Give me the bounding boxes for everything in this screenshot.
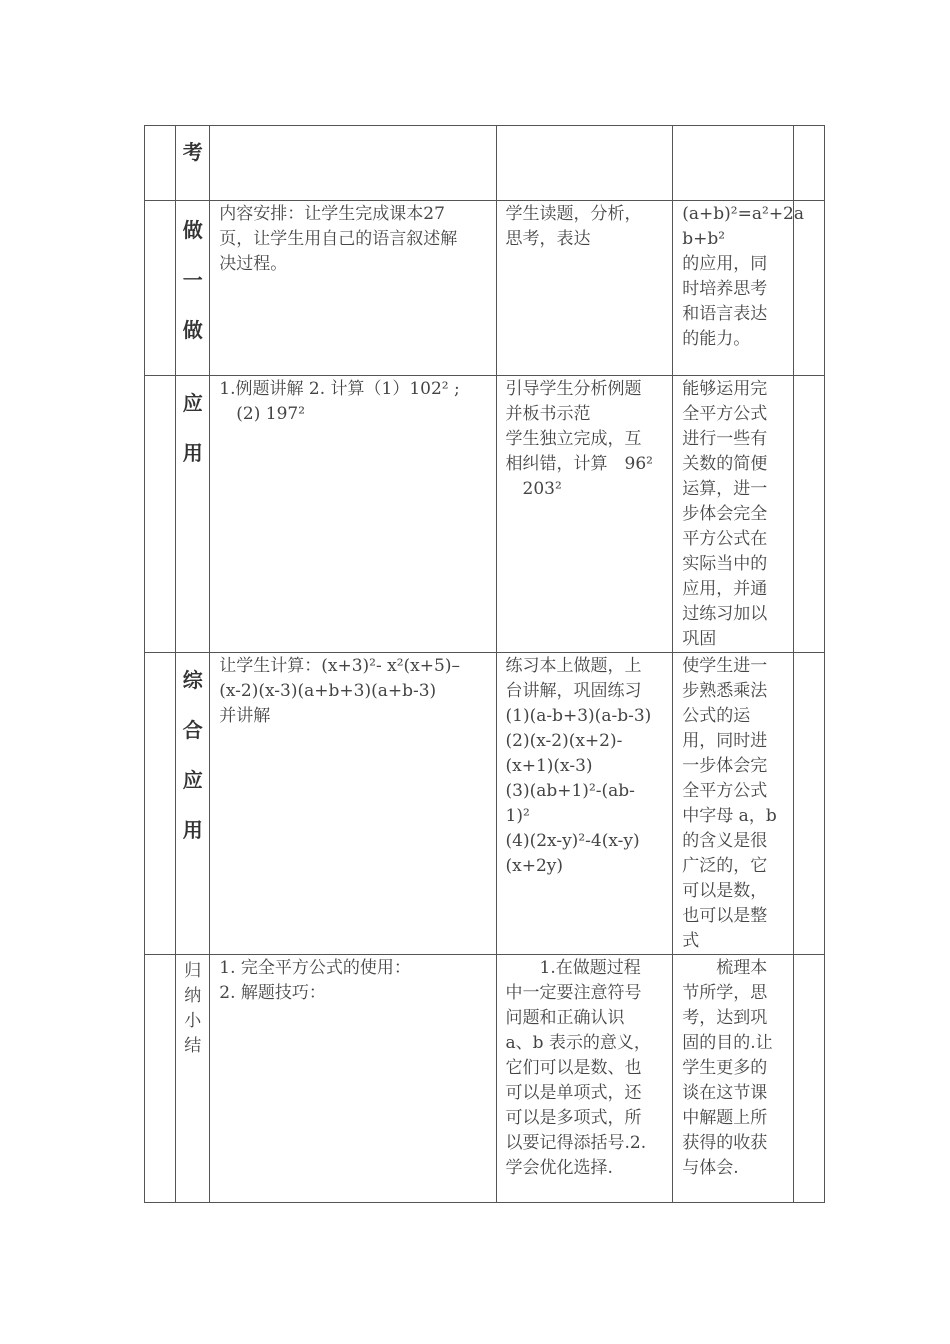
purpose-line: 巩固: [682, 629, 717, 649]
stage-char: 综: [182, 668, 203, 692]
stage-char: 结: [184, 1036, 202, 1056]
student-line: 相纠错，计算 96²: [505, 454, 653, 474]
purpose-line: (a+b)²=a²+2a: [682, 204, 805, 224]
stage-char: 一: [182, 268, 203, 292]
content-cell: [210, 653, 496, 955]
table-row: [145, 126, 825, 201]
purpose-line: 可以是数，: [682, 881, 768, 901]
content-line: 1.例题讲解 2. 计算（1）102² ;: [219, 379, 460, 399]
student-line: 203²: [505, 479, 562, 499]
purpose-line: 步体会完全: [682, 504, 768, 524]
stage-cell: [176, 653, 210, 955]
stage-cell: [176, 955, 210, 1203]
stage-char: 用: [182, 818, 203, 842]
content-cell: [210, 955, 496, 1203]
student-line: (1)(a-b+3)(a-b-3): [505, 706, 652, 726]
content-line: (2) 197²: [219, 404, 306, 424]
purpose-line: 关数的简便: [682, 454, 768, 474]
purpose-line: 中字母 a，b: [682, 806, 777, 826]
stage-char: 小: [184, 1011, 202, 1031]
table-row: [145, 376, 825, 653]
purpose-line: 节所学，思: [682, 983, 768, 1003]
content-line: 2. 解题技巧：: [219, 983, 326, 1003]
purpose-line: 全平方公式: [682, 404, 768, 424]
purpose-line: 梳理本: [682, 958, 768, 978]
blank-cell: [145, 955, 176, 1203]
content-cell: [210, 201, 496, 376]
purpose-line: 式: [682, 931, 700, 951]
purpose-line: 固的目的.让: [682, 1033, 773, 1053]
blank-cell: [793, 376, 824, 653]
content-line: 并讲解: [219, 706, 271, 726]
student-line: 台讲解，巩固练习: [505, 681, 642, 701]
purpose-line: 使学生进一: [682, 656, 768, 676]
student-line: (4)(2x-y)²-4(x-y): [505, 831, 640, 851]
student-line: (2)(x-2)(x+2)-: [505, 731, 623, 751]
student-activity-cell: [496, 653, 673, 955]
purpose-line: 广泛的，它: [682, 856, 768, 876]
lesson-plan-table: [144, 125, 825, 1203]
student-line: 可以是单项式，还: [505, 1083, 642, 1103]
table-row: [145, 955, 825, 1203]
purpose-line: 一步体会完: [682, 756, 768, 776]
purpose-cell: [673, 376, 794, 653]
purpose-line: 过练习加以: [682, 604, 768, 624]
table-row: [145, 201, 825, 376]
student-activity-cell: [496, 376, 673, 653]
student-line: 1.在做题过程: [505, 958, 641, 978]
student-line: 中一定要注意符号: [505, 983, 642, 1003]
content-line: 页，让学生用自己的语言叙述解: [219, 229, 458, 249]
student-line: 它们可以是数、也: [505, 1058, 642, 1078]
purpose-line: 考，达到巩: [682, 1008, 768, 1028]
student-line: (3)(ab+1)²-(ab-: [505, 781, 635, 801]
stage-char: 考: [182, 140, 203, 164]
student-line: a、b 表示的意义，: [505, 1033, 651, 1053]
stage-cell: [176, 126, 210, 201]
student-line: 学生独立完成，互: [505, 429, 642, 449]
content-line: (x-2)(x-3)(a+b+3)(a+b-3): [219, 681, 437, 701]
student-line: 可以是多项式，所: [505, 1108, 642, 1128]
purpose-cell: [673, 955, 794, 1203]
purpose-line: 实际当中的: [682, 554, 768, 574]
student-line: 引导学生分析例题: [505, 379, 642, 399]
purpose-line: 与体会.: [682, 1158, 739, 1178]
content-line: 1. 完全平方公式的使用：: [219, 958, 411, 978]
purpose-line: 的能力。: [682, 329, 751, 349]
student-activity-cell: [496, 955, 673, 1203]
purpose-line: 也可以是整: [682, 906, 768, 926]
blank-cell: [793, 955, 824, 1203]
purpose-line: 时培养思考: [682, 279, 768, 299]
stage-cell: [176, 201, 210, 376]
blank-cell: [793, 653, 824, 955]
stage-char: 用: [182, 441, 203, 465]
purpose-line: 的含义是很: [682, 831, 768, 851]
purpose-cell: [673, 201, 805, 376]
purpose-line: 全平方公式: [682, 781, 768, 801]
student-line: 学会优化选择.: [505, 1158, 613, 1178]
blank-cell: [145, 653, 176, 955]
content-cell: [210, 126, 496, 201]
content-cell: [210, 376, 496, 653]
purpose-line: 谈在这节课: [682, 1083, 768, 1103]
stage-char: 应: [182, 391, 203, 415]
blank-cell: [793, 201, 824, 376]
student-line: 问题和正确认识: [505, 1008, 625, 1028]
purpose-line: 运算，进一: [682, 479, 768, 499]
purpose-line: 公式的运: [682, 706, 751, 726]
stage-char: 做: [182, 218, 203, 242]
stage-cell: [176, 376, 210, 653]
stage-char: 应: [182, 768, 203, 792]
blank-cell: [145, 376, 176, 653]
blank-cell: [793, 126, 824, 201]
purpose-line: 用，同时进: [682, 731, 768, 751]
student-line: 以要记得添括号.2.: [505, 1133, 647, 1153]
table-row: [145, 653, 825, 955]
student-line: 练习本上做题，上: [505, 656, 642, 676]
student-activity-cell: [496, 126, 673, 201]
purpose-line: 能够运用完: [682, 379, 768, 399]
stage-char: 纳: [184, 986, 202, 1006]
student-line: 并板书示范: [505, 404, 591, 424]
purpose-line: 中解题上所: [682, 1108, 768, 1128]
purpose-line: 的应用，同: [682, 254, 768, 274]
content-line: 内容安排：让学生完成课本27: [219, 204, 445, 224]
student-line: 学生读题，分析，: [505, 204, 642, 224]
student-activity-cell: [496, 201, 673, 376]
purpose-line: 获得的收获: [682, 1133, 768, 1153]
purpose-line: b+b²: [682, 229, 726, 249]
stage-char: 做: [182, 318, 203, 342]
purpose-line: 和语言表达: [682, 304, 768, 324]
purpose-line: 应用，并通: [682, 579, 768, 599]
purpose-line: 步熟悉乘法: [682, 681, 768, 701]
stage-char: 归: [184, 961, 202, 981]
blank-cell: [145, 126, 176, 201]
purpose-line: 平方公式在: [682, 529, 768, 549]
student-line: 思考，表达: [505, 229, 591, 249]
purpose-cell: [673, 653, 794, 955]
blank-cell: [145, 201, 176, 376]
content-line: 让学生计算：(x+3)²- x²(x+5)–: [219, 656, 460, 676]
stage-char: 合: [182, 718, 203, 742]
student-line: 1)²: [505, 806, 530, 826]
student-line: (x+2y): [505, 856, 564, 876]
content-line: 决过程。: [219, 254, 288, 274]
student-line: (x+1)(x-3): [505, 756, 593, 776]
purpose-cell: [673, 126, 794, 201]
purpose-line: 进行一些有: [682, 429, 768, 449]
purpose-line: 学生更多的: [682, 1058, 768, 1078]
